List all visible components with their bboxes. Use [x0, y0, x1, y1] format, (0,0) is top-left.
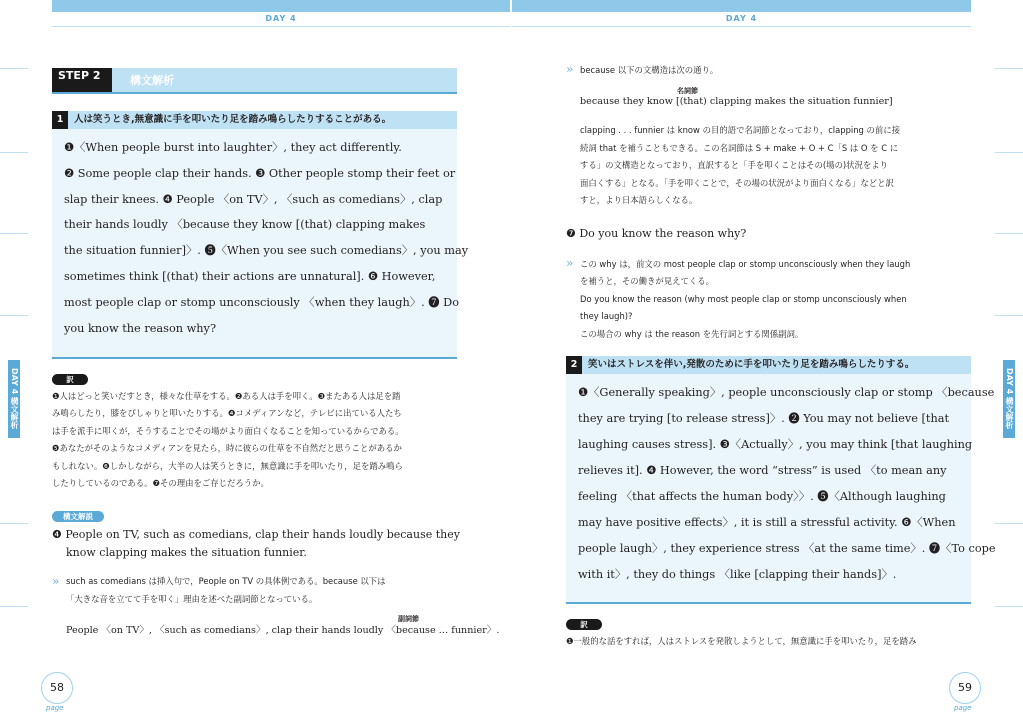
- side-tab-left: [8, 360, 20, 438]
- side-tab-word: 構文解析: [1005, 397, 1014, 430]
- side-tab-word: 構文解析: [10, 397, 19, 430]
- section2-heading: [566, 356, 971, 374]
- translation-line: は手を派手に叩くが，そうすることでその場がより面白くなることを知っているからである。: [52, 426, 404, 436]
- passage-line: ❶〈Generally speaking〉, people unconsciously clap or stomp 〈because: [578, 386, 995, 399]
- right-explain: clapping . . . funnier は know の目的語で名詞節となっており，clapping の前に接: [580, 125, 901, 135]
- passage-line: relieves it]. ❹ However, the word “stress” is used 〈to mean any: [578, 464, 947, 477]
- top-bar-left: [52, 0, 510, 12]
- margin-line: [0, 152, 28, 153]
- side-tab-day: DAY 4: [1005, 368, 1014, 395]
- right-note2: この場合の why は the reason を先行詞とする関係副詞。: [580, 329, 804, 339]
- right-example: because they know [(that) clapping makes the situation funnier]: [580, 96, 893, 107]
- translation-line: ❺あなたがそのようなコメディアンを見たら，時に彼らの仕草を不自然だと思うことがあるか: [52, 443, 402, 453]
- commentary-label: 構文解説: [52, 511, 104, 522]
- commentary-sentence: know clapping makes the situation funnier.: [66, 546, 307, 559]
- margin-line: [995, 233, 1023, 234]
- translation-label: 訳: [566, 619, 602, 630]
- passage-line: their hands loudly 〈because they know [(that) clapping makes: [64, 218, 426, 231]
- margin-line: [995, 523, 1023, 524]
- margin-line: [995, 606, 1023, 607]
- page-number-left: 58: [41, 672, 73, 704]
- margin-line: [0, 233, 28, 234]
- step-title: 構文解析: [130, 74, 174, 87]
- passage-line: with it〉, they do things 〈like [clapping their hands]〉.: [578, 568, 897, 581]
- passage-line: they are trying [to release stress]〉. ❷ You may not believe [that: [578, 412, 949, 425]
- passage-line: may have positive effects〉, it is still a stressful activity. ❻〈When: [578, 516, 956, 529]
- translation-line: み鳴らしたり，膝をぴしゃりと叩いたりする。❹コメディアンなど，テレビに出ている人たち: [52, 408, 402, 418]
- clause-tag: 名詞節: [677, 87, 698, 95]
- section-heading-text: 人は笑うとき,無意識に手を叩いたり足を踏み鳴らしたりすることがある。: [74, 114, 392, 125]
- passage-line: ❷ Some people clap their hands. ❸ Other people stomp their feet or: [64, 167, 456, 180]
- translation-line: もしれない。❻しかしながら，大半の人は笑うときに，無意識に手を叩いたり，足を踏み鳴ら: [52, 461, 403, 471]
- right-explain: 面白くする」となる。「手を叩くことで，その場の状況がより面白くなる」などと訳: [580, 178, 894, 188]
- page-number-right: 59: [949, 672, 981, 704]
- day-label-right: DAY 4: [512, 12, 971, 27]
- commentary-note: 「大きな音を立てて手を叩く」理由を述べた副詞節となっている。: [66, 594, 318, 604]
- commentary-note: such as comedians は挿入句で，People on TV の具体例である。because 以下は: [66, 576, 386, 586]
- translation-line: ❶一般的な話をすれば，人はストレスを発散しようとして，無意識に手を叩いたり，足を踏み: [566, 636, 917, 646]
- page-word-right: page: [954, 704, 972, 712]
- margin-line: [0, 606, 28, 607]
- passage-line: the situation funnier]〉. ❺〈When you see such comedians〉, you may: [64, 244, 469, 257]
- right-note2: Do you know the reason (why most people clap or stomp unconsciously when: [580, 294, 907, 304]
- guillemet-icon: »: [566, 256, 574, 270]
- margin-line: [995, 152, 1023, 153]
- passage-line: feeling 〈that affects the human body〉〉. ❺〈Although laughing: [578, 490, 946, 503]
- passage-line: people laugh〉, they experience stress 〈at the same time〉. ❼〈To cope: [578, 542, 996, 555]
- right-note2: を補うと，その働きが見えてくる。: [580, 276, 714, 286]
- commentary-example: People 〈on TV〉, 〈such as comedians〉, clap their hands loudly 〈because … funnier〉.: [66, 625, 500, 636]
- commentary-sentence: ❹ People on TV, such as comedians, clap their hands loudly because they: [52, 528, 460, 541]
- right-explain: すと，より日本語らしくなる。: [580, 195, 698, 205]
- passage-line: slap their knees. ❹ People 〈on TV〉, 〈such as comedians〉, clap: [64, 193, 443, 206]
- passage-line: laughing causes stress]. ❸〈Actually〉, you may think [that laughing: [578, 438, 973, 451]
- translation-label: 訳: [52, 374, 88, 385]
- passage-line: you know the reason why?: [64, 322, 216, 335]
- side-tab-day: DAY 4: [10, 368, 19, 395]
- right-explain: 続詞 that を補うこともできる。この名詞節は S + make + O + C「S は O を C に: [580, 143, 899, 153]
- passage-line: ❶〈When people burst into laughter〉, they act differently.: [64, 141, 402, 154]
- section1-heading: [52, 111, 457, 129]
- section-heading-text: 笑いはストレスを伴い,発散のために手を叩いたり足を踏み鳴らしたりする。: [588, 359, 915, 370]
- side-tab-right: [1003, 360, 1015, 438]
- top-bar-right: [512, 0, 971, 12]
- step-header: [52, 68, 457, 94]
- guillemet-icon: »: [52, 574, 60, 588]
- step-label: STEP 2: [52, 68, 112, 92]
- right-note: because 以下の文構造は次の通り。: [580, 65, 719, 75]
- passage-line: sometimes think [(that) their actions are unnatural]. ❻ However,: [64, 270, 436, 283]
- margin-line: [0, 523, 28, 524]
- right-explain: する」の文構造となっており，直訳すると「手を叩くことはその(場の)状況をより: [580, 160, 889, 170]
- page-word-left: page: [46, 704, 64, 712]
- margin-line: [995, 68, 1023, 69]
- guillemet-icon: »: [566, 62, 574, 76]
- clause-tag: 副詞節: [398, 615, 419, 623]
- question-7: ❼ Do you know the reason why?: [566, 227, 747, 240]
- right-note2: この why は，前文の most people clap or stomp unconsciously when they laugh: [580, 259, 911, 269]
- margin-line: [995, 315, 1023, 316]
- right-note2: they laugh)?: [580, 311, 633, 321]
- margin-line: [0, 68, 28, 69]
- day-label-left: DAY 4: [52, 12, 510, 27]
- margin-line: [0, 315, 28, 316]
- translation-line: ❶人はどっと笑いだすとき，様々な仕草をする。❷ある人は手を叩く。❸またある人は足を踏: [52, 391, 401, 401]
- section-number: 2: [566, 356, 582, 374]
- translation-line: したりしているのである。❼その理由をご存じだろうか。: [52, 478, 269, 488]
- section-number: 1: [52, 111, 68, 129]
- passage-line: most people clap or stomp unconsciously 〈when they laugh〉. ❼ Do: [64, 296, 460, 309]
